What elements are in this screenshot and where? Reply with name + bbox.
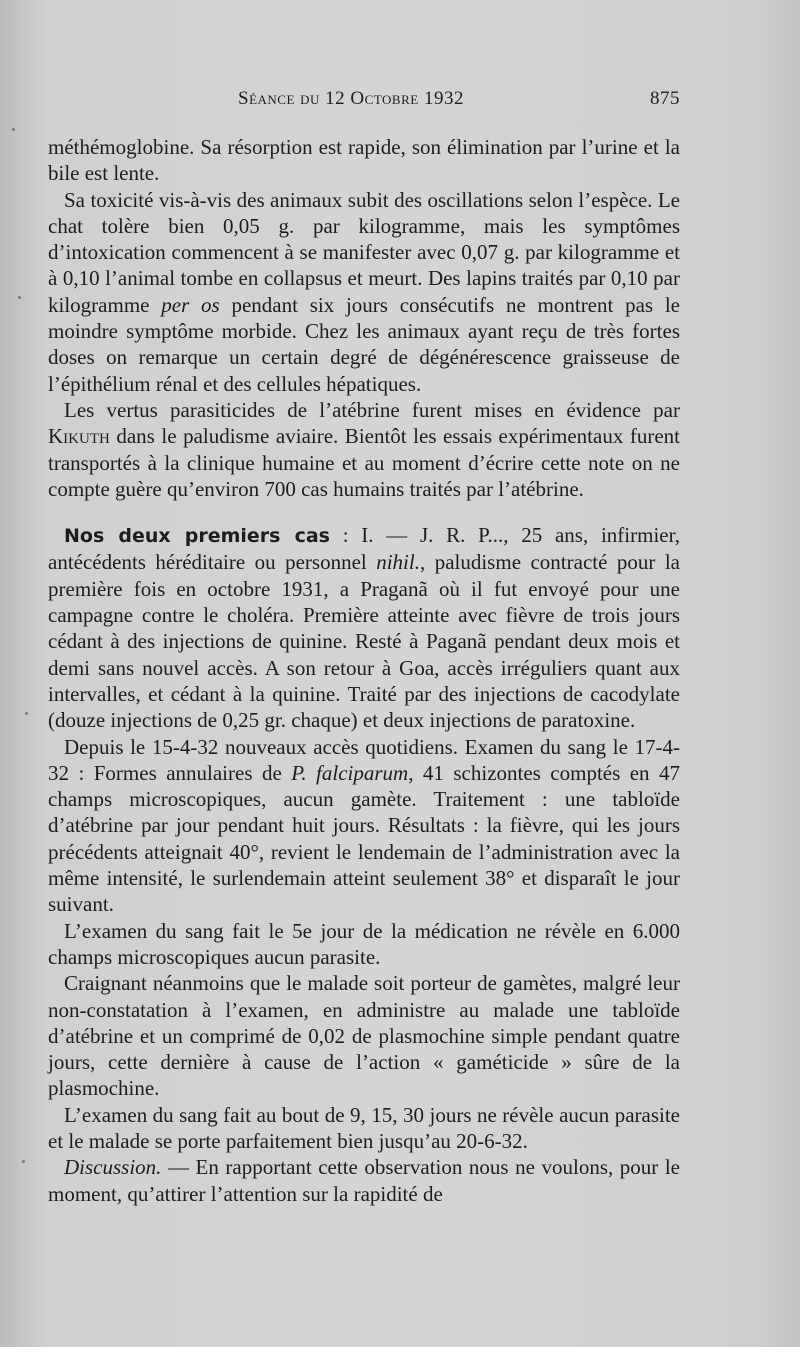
latin-term: nihil.	[376, 550, 420, 575]
species-name: P. falciparum	[291, 760, 409, 785]
paragraph-7: Craignant néanmoins que le malade soit porteur de gamètes, malgré leur non-constatation à l’examen, en administre au malade une tabloïde d’atébrine et un comprimé de 0,02 de plasmochine simple pendant quatre jours, cette dernière à cause de l’action « gaméticide » sûre de la plasmochine.	[48, 971, 680, 1101]
paragraph-4: Nos deux premiers cas : I. — J. R. P..., 25 ans, infirmier, antécédents héréditaire ou personnel nihil., paludisme contracté pour la première fois en octobre 1931, a Praganã où il fut envoyé pour une campagne contre le choléra. Première atteinte avec fièvre de trois jours cédant à des injections de quinine. Resté à Paganã pendant deux mois et demi sans nouvel accès. A son retour à Goa, accès irréguliers quant aux intervalles, et cédant à la quinine. Traité par des injections de cacodylate (douze injections de 0,25 gr. chaque) et deux injections de paratoxine.	[48, 523, 681, 733]
header-title: Séance du 12 Octobre 1932	[238, 88, 464, 109]
article-body	[48, 134, 680, 1207]
scan-speck	[18, 296, 21, 299]
paragraph-9: Discussion. — En rapportant cette observation nous ne voulons, pour le moment, qu’attirer l’attention sur la rapidité de	[48, 1155, 680, 1206]
paragraph-6: L’examen du sang fait le 5e jour de la médication ne révèle en 6.000 champs microscopiques aucun parasite.	[48, 918, 680, 969]
paragraph-8: L’examen du sang fait au bout de 9, 15, 30 jours ne révèle aucun parasite et le malade se porte parfaitement bien jusqu’au 20-6-32.	[48, 1102, 680, 1153]
scan-speck	[12, 128, 15, 131]
page-number: 875	[650, 88, 680, 109]
paragraph-5: Depuis le 15-4-32 nouveaux accès quotidiens. Examen du sang le 17-4-32 : Formes annulaires de P. falciparum, 41 schizontes comptés en 47 champs microscopiques, aucun gamète. Traitement : une tabloïde d’atébrine par jour pendant huit jours. Résultats : la fièvre, qui les jours précédents atteignait 40°, revient le lendemain de l’administration avec la même intensité, le surlendemain atteint seulement 38° et disparaît le jour suivant.	[48, 734, 681, 917]
paragraph-1: méthémoglobine. Sa résorption est rapide, son élimination par l’urine et la bile est lente.	[48, 135, 680, 186]
paragraph-3: Les vertus parasiticides de l’atébrine furent mises en évidence par Kikuth dans le paludisme aviaire. Bientôt les essais expérimentaux furent transportés à la clinique humaine et au moment d’écrire cette note on ne compte guère qu’environ 700 cas humains traités par l’atébrine.	[48, 397, 680, 501]
running-header	[48, 88, 680, 114]
discussion-label: Discussion.	[64, 1155, 162, 1180]
author-name: Kikuth	[48, 424, 110, 449]
scan-speck	[22, 1160, 25, 1163]
scan-speck	[25, 712, 28, 715]
section-heading: Nos deux premiers cas	[64, 525, 330, 548]
paragraph-2: Sa toxicité vis-à-vis des animaux subit des oscillations selon l’espèce. Le chat tolère bien 0,05 g. par kilogramme, mais les symptômes d’intoxication commencent à se manifester avec 0,07 g. par kilogramme et à 0,10 l’animal tombe en collapsus et meurt. Des lapins traités par 0,10 par kilogramme per os pendant six jours consécutifs ne montrent pas le moindre symptôme morbide. Chez les animaux ayant reçu de très fortes doses on remarque un certain degré de dégénérescence graisseuse de l’épithélium rénal et des cellules hépatiques.	[48, 187, 681, 396]
latin-term: per os	[161, 292, 220, 317]
